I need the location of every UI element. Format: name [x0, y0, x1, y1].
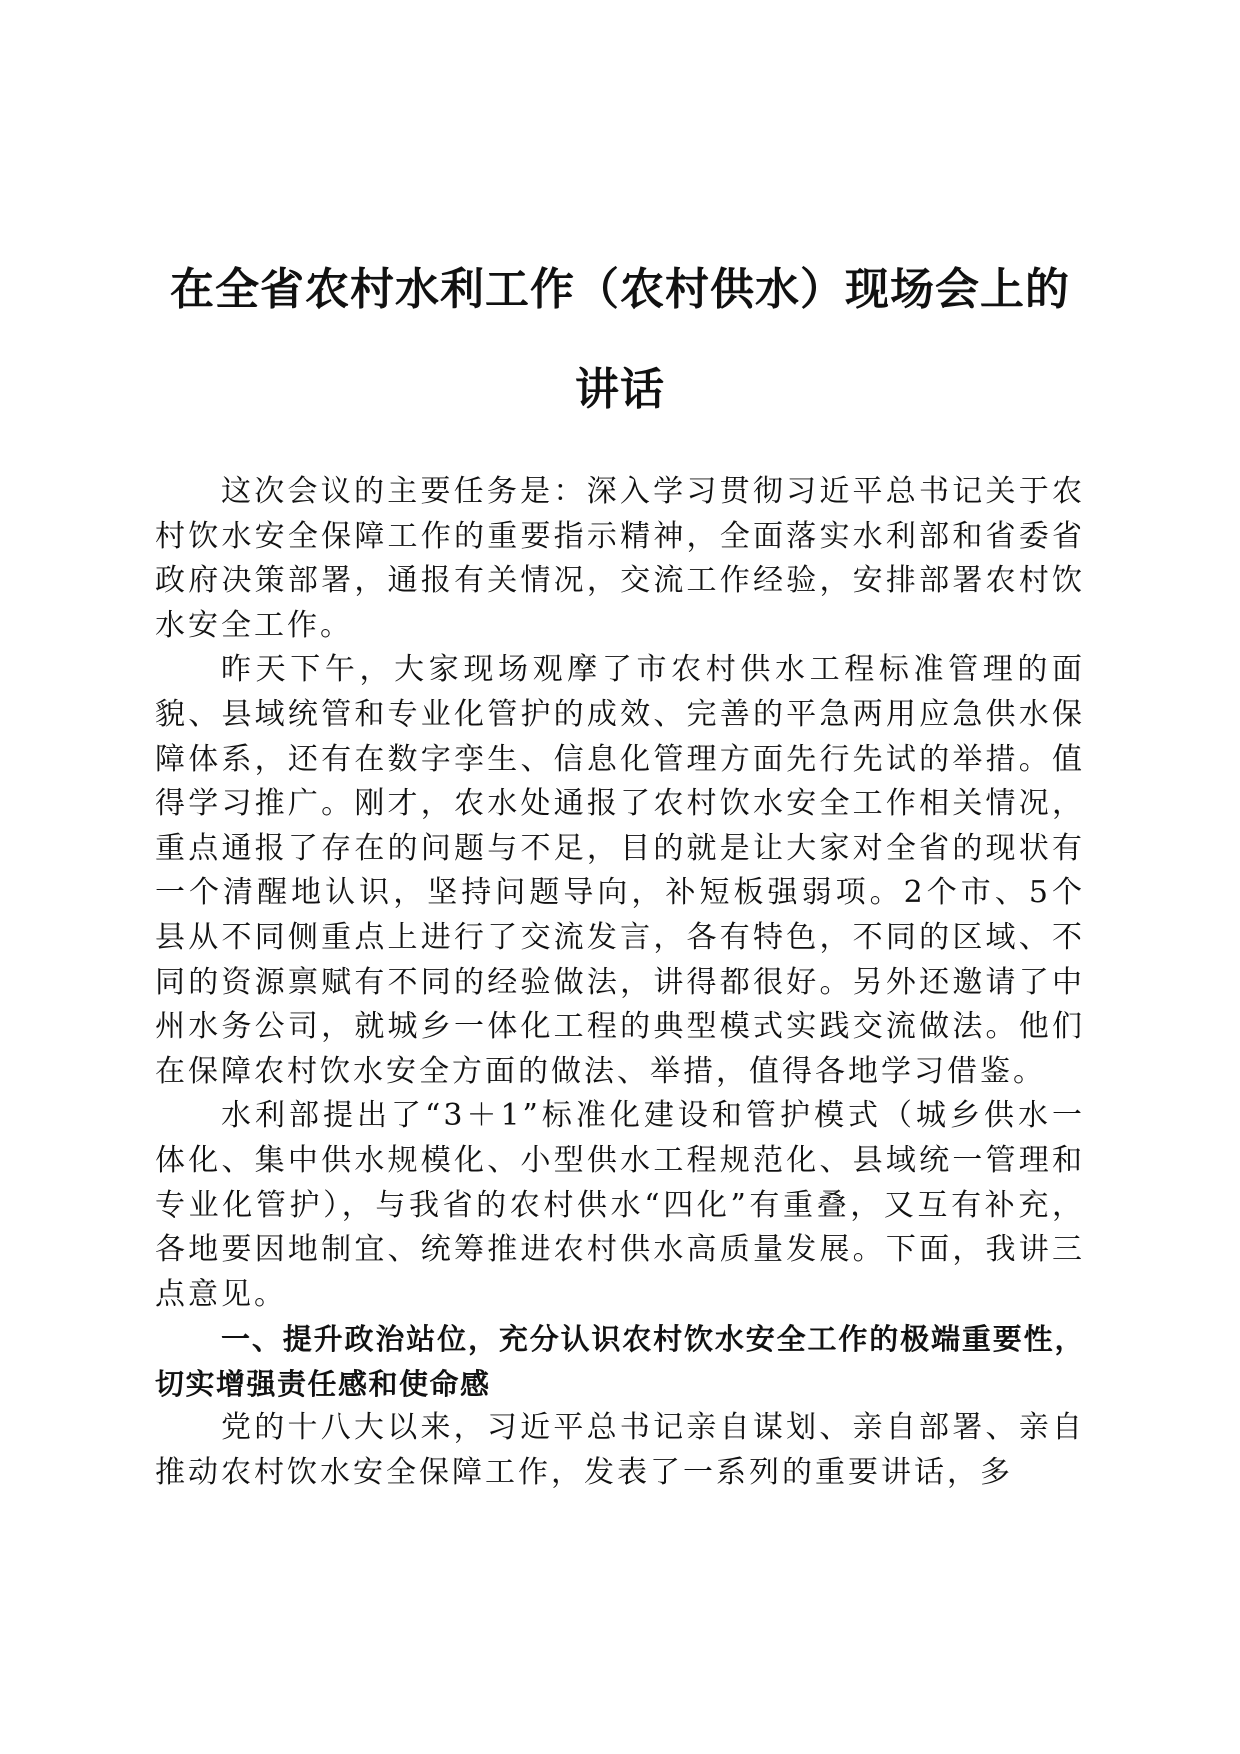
paragraph-section-one-intro: 党的十八大以来，习近平总书记亲自谋划、亲自部署、亲自推动农村饮水安全保障工作，发表了一系列的重要讲话，多 [155, 1410, 1085, 1491]
paragraph-site-visit: 昨天下午，大家现场观摩了市农村供水工程标准管理的面貌、县域统管和专业化管护的成效、完善的平急两用应急供水保障体系，还有在数字孪生、信息化管理方面先行先试的举措。值得学习推广。刚才，农水处通报了农村饮水安全工作相关情况，重点通报了存在的问题与不足，目的就是让大家对全省的现状有一个清醒地认识，坚持问题导向，补短板强弱项。2个市、5个县从不同侧重点上进行了交流发言，各有特色，不同的区域、不同的资源禀赋有不同的经验做法，讲得都很好。另外还邀请了中州水务公司，就城乡一体化工程的典型模式实践交流做法。他们在保障农村饮水安全方面的做法、举措，值得各地学习借鉴。 [155, 652, 1085, 1089]
paragraph-standardization-model: 水利部提出了“3＋1”标准化建设和管护模式（城乡供水一体化、集中供水规模化、小型供水工程规范化、县域统一管理和专业化管护），与我省的农村供水“四化”有重叠，又互有补充，各地要因地制宜、统筹推进农村供水高质量发展。下面，我讲三点意见。 [155, 1098, 1085, 1312]
section-heading-one: 一、提升政治站位，充分认识农村饮水安全工作的极端重要性，切实增强责任感和使命感 [155, 1322, 1085, 1401]
paragraph-meeting-tasks: 这次会议的主要任务是：深入学习贯彻习近平总书记关于农村饮水安全保障工作的重要指示精神，全面落实水利部和省委省政府决策部署，通报有关情况，交流工作经验，安排部署农村饮水安全工作。 [155, 474, 1085, 643]
document-title: 在全省农村水利工作（农村供水）现场会上的讲话 [170, 264, 1070, 415]
document-body [155, 470, 1085, 1496]
